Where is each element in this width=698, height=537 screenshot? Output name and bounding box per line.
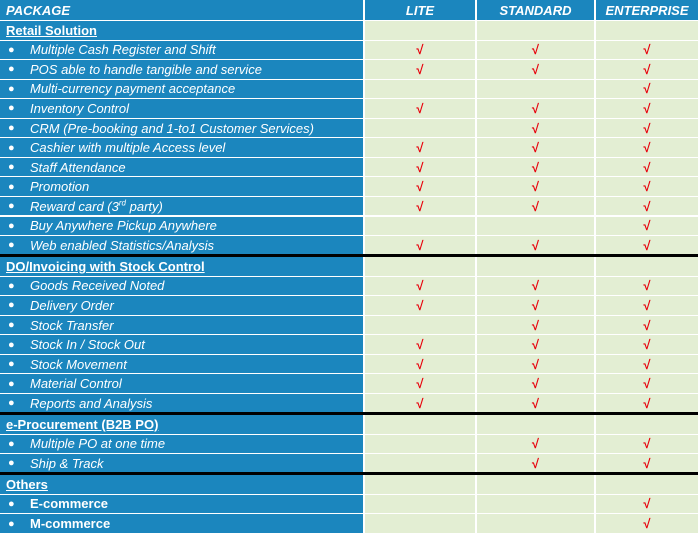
check-cell-enterprise [596,236,698,255]
feature-text: Ship & Track [30,455,104,471]
header-enterprise: ENTERPRISE [596,0,698,20]
feature-label [0,355,365,374]
bullet-icon: ● [8,517,15,530]
bullet-icon: ● [8,377,15,390]
bullet-icon: ● [8,358,15,371]
check-cell-enterprise [596,435,698,454]
feature-label [0,514,365,533]
check-cell-lite [365,41,477,60]
check-mark-icon: √ [416,237,424,253]
check-cell-enterprise [596,119,698,138]
feature-row [0,41,698,60]
feature-row [0,99,698,118]
section-row [0,257,698,276]
check-cell-lite [365,374,477,393]
check-mark-icon: √ [416,159,424,175]
check-cell-enterprise [596,177,698,196]
check-cell-enterprise [596,495,698,514]
feature-label [0,454,365,473]
check-cell-standard [477,138,596,157]
check-cell-enterprise [596,514,698,533]
feature-label [0,495,365,514]
empty-cell [365,21,477,40]
feature-row [0,60,698,79]
check-cell-enterprise [596,60,698,79]
feature-label [0,217,365,236]
check-cell-lite [365,80,477,99]
feature-text: Stock Movement [30,356,127,372]
feature-row [0,316,698,335]
check-mark-icon: √ [416,198,424,214]
check-cell-lite [365,355,477,374]
feature-row [0,80,698,99]
check-cell-lite [365,158,477,177]
check-mark-icon: √ [531,179,540,195]
feature-label [0,138,365,157]
bullet-icon: ● [8,497,15,510]
check-cell-enterprise [596,296,698,315]
section-row [0,475,698,494]
bullet-icon: ● [8,180,15,193]
check-cell-enterprise [596,217,698,236]
check-mark-icon: √ [531,120,540,136]
check-mark-icon: √ [643,218,651,234]
check-mark-icon: √ [416,179,424,195]
feature-text: Stock Transfer [30,317,114,333]
check-cell-lite [365,435,477,454]
feature-row [0,394,698,413]
bullet-icon: ● [8,437,15,450]
header-lite: LITE [365,0,477,20]
check-mark-icon: √ [643,496,651,512]
check-cell-lite [365,60,477,79]
feature-row [0,355,698,374]
feature-text: Delivery Order [30,297,114,313]
check-mark-icon: √ [643,179,651,195]
check-mark-icon: √ [531,455,540,471]
feature-label [0,41,365,60]
section-row [0,415,698,434]
empty-cell [596,21,698,40]
empty-cell [477,415,596,434]
bullet-icon: ● [8,82,15,95]
empty-cell [596,257,698,276]
bullet-icon: ● [8,239,15,252]
bullet-icon: ● [8,219,15,232]
check-mark-icon: √ [416,100,424,116]
check-cell-standard [477,316,596,335]
check-mark-icon: √ [531,278,540,294]
section-title: e-Procurement (B2B PO) [0,415,365,434]
feature-label [0,435,365,454]
check-cell-standard [477,197,596,216]
check-cell-standard [477,335,596,354]
header-row [0,0,698,20]
check-mark-icon: √ [643,237,651,253]
check-mark-icon: √ [643,436,651,452]
check-cell-standard [477,236,596,255]
feature-text: Stock In / Stock Out [30,337,145,353]
feature-text: Reports and Analysis [30,395,153,411]
feature-label [0,177,365,196]
feature-text: Web enabled Statistics/Analysis [30,237,215,253]
feature-label [0,158,365,177]
check-mark-icon: √ [531,140,540,156]
feature-label [0,316,365,335]
check-mark-icon: √ [416,376,424,392]
check-cell-enterprise [596,316,698,335]
check-cell-standard [477,355,596,374]
feature-text: CRM (Pre-booking and 1-to1 Customer Services) [30,120,314,136]
feature-label [0,394,365,413]
check-mark-icon: √ [643,42,651,58]
feature-row [0,138,698,157]
feature-label [0,277,365,296]
feature-text: Promotion [30,179,90,195]
bullet-icon: ● [8,338,15,351]
check-mark-icon: √ [531,198,540,214]
empty-cell [596,475,698,494]
check-mark-icon: √ [531,317,540,333]
feature-text: Multiple PO at one time [30,436,166,452]
bullet-icon: ● [8,200,15,213]
check-cell-enterprise [596,197,698,216]
check-mark-icon: √ [531,159,540,175]
empty-cell [365,475,477,494]
bullet-icon: ● [8,141,15,154]
feature-superscript: rd [118,198,126,208]
check-cell-standard [477,394,596,413]
feature-text: Cashier with multiple Access level [30,140,226,156]
check-mark-icon: √ [643,376,651,392]
check-cell-lite [365,296,477,315]
feature-row [0,119,698,138]
check-cell-enterprise [596,158,698,177]
check-cell-standard [477,374,596,393]
check-mark-icon: √ [531,395,540,411]
feature-label [0,60,365,79]
empty-cell [596,415,698,434]
check-mark-icon: √ [643,395,651,411]
check-cell-standard [477,99,596,118]
feature-row [0,197,698,216]
check-mark-icon: √ [416,61,424,77]
check-cell-lite [365,454,477,473]
check-cell-lite [365,197,477,216]
check-cell-enterprise [596,80,698,99]
bullet-icon: ● [8,63,15,76]
feature-row [0,495,698,514]
check-cell-enterprise [596,335,698,354]
check-mark-icon: √ [531,100,540,116]
check-mark-icon: √ [643,61,651,77]
check-mark-icon: √ [643,198,651,214]
check-cell-standard [477,495,596,514]
feature-row [0,277,698,296]
feature-text: Goods Received Noted [30,278,165,294]
feature-text: POS able to handle tangible and service [30,61,262,77]
check-cell-enterprise [596,99,698,118]
check-cell-standard [477,158,596,177]
feature-text: Buy Anywhere Pickup Anywhere [30,218,217,234]
section-row [0,21,698,40]
check-cell-lite [365,495,477,514]
empty-cell [365,257,477,276]
feature-text: Multi-currency payment acceptance [30,81,236,97]
check-mark-icon: √ [643,317,651,333]
feature-label [0,99,365,118]
feature-text: Reward card (3rd party) [30,198,163,214]
check-cell-standard [477,514,596,533]
empty-cell [477,475,596,494]
check-cell-lite [365,316,477,335]
section-title: Retail Solution [0,21,365,40]
feature-text: Multiple Cash Register and Shift [30,42,216,58]
check-cell-standard [477,435,596,454]
bullet-icon: ● [8,319,15,332]
check-mark-icon: √ [531,356,540,372]
check-cell-lite [365,119,477,138]
feature-label [0,197,365,216]
check-cell-enterprise [596,355,698,374]
check-mark-icon: √ [416,278,424,294]
check-cell-lite [365,177,477,196]
check-mark-icon: √ [531,42,540,58]
empty-cell [477,21,596,40]
feature-row [0,177,698,196]
feature-row [0,454,698,473]
check-mark-icon: √ [643,81,651,97]
check-cell-lite [365,394,477,413]
check-cell-lite [365,217,477,236]
feature-label [0,374,365,393]
check-mark-icon: √ [643,516,651,532]
feature-label [0,236,365,255]
check-mark-icon: √ [531,237,540,253]
check-mark-icon: √ [531,376,540,392]
feature-row [0,435,698,454]
header-standard: STANDARD [477,0,596,20]
section-title: DO/Invoicing with Stock Control [0,257,365,276]
check-mark-icon: √ [416,395,424,411]
feature-row [0,296,698,315]
check-cell-standard [477,119,596,138]
check-cell-enterprise [596,277,698,296]
check-mark-icon: √ [416,337,424,353]
empty-cell [365,415,477,434]
check-cell-enterprise [596,41,698,60]
check-cell-standard [477,296,596,315]
check-cell-enterprise [596,394,698,413]
check-mark-icon: √ [416,297,424,313]
bullet-icon: ● [8,299,15,312]
header-package: PACKAGE [0,0,365,20]
bullet-icon: ● [8,102,15,115]
check-cell-standard [477,60,596,79]
bullet-icon: ● [8,43,15,56]
check-mark-icon: √ [416,42,424,58]
bullet-icon: ● [8,122,15,135]
feature-text: E-commerce [30,496,109,512]
check-mark-icon: √ [531,61,540,77]
check-mark-icon: √ [643,356,651,372]
check-cell-standard [477,277,596,296]
feature-label [0,335,365,354]
check-cell-standard [477,217,596,236]
feature-text: M-commerce [30,516,111,532]
feature-text: Material Control [30,376,122,392]
feature-text: Staff Attendance [30,159,126,175]
feature-row [0,158,698,177]
check-mark-icon: √ [643,159,651,175]
feature-label [0,119,365,138]
check-mark-icon: √ [531,337,540,353]
check-cell-lite [365,514,477,533]
check-mark-icon: √ [416,140,424,156]
empty-cell [477,257,596,276]
bullet-icon: ● [8,457,15,470]
check-cell-lite [365,236,477,255]
check-mark-icon: √ [643,100,651,116]
feature-row [0,514,698,533]
check-mark-icon: √ [416,356,424,372]
check-cell-lite [365,99,477,118]
check-mark-icon: √ [643,455,651,471]
bullet-icon: ● [8,397,15,410]
feature-label [0,296,365,315]
feature-row [0,236,698,255]
bullet-icon: ● [8,279,15,292]
feature-row [0,374,698,393]
section-title: Others [0,475,365,494]
check-mark-icon: √ [643,278,651,294]
check-mark-icon: √ [531,297,540,313]
check-mark-icon: √ [643,337,651,353]
check-cell-lite [365,138,477,157]
check-cell-enterprise [596,454,698,473]
check-cell-standard [477,454,596,473]
check-cell-standard [477,41,596,60]
check-cell-standard [477,80,596,99]
bullet-icon: ● [8,161,15,174]
check-cell-standard [477,177,596,196]
check-mark-icon: √ [531,436,540,452]
check-cell-enterprise [596,374,698,393]
feature-row [0,217,698,236]
check-mark-icon: √ [643,140,651,156]
check-mark-icon: √ [643,120,651,136]
check-cell-lite [365,277,477,296]
check-cell-enterprise [596,138,698,157]
feature-text: Inventory Control [30,100,129,116]
feature-row [0,335,698,354]
check-cell-lite [365,335,477,354]
check-mark-icon: √ [643,297,651,313]
feature-label [0,80,365,99]
